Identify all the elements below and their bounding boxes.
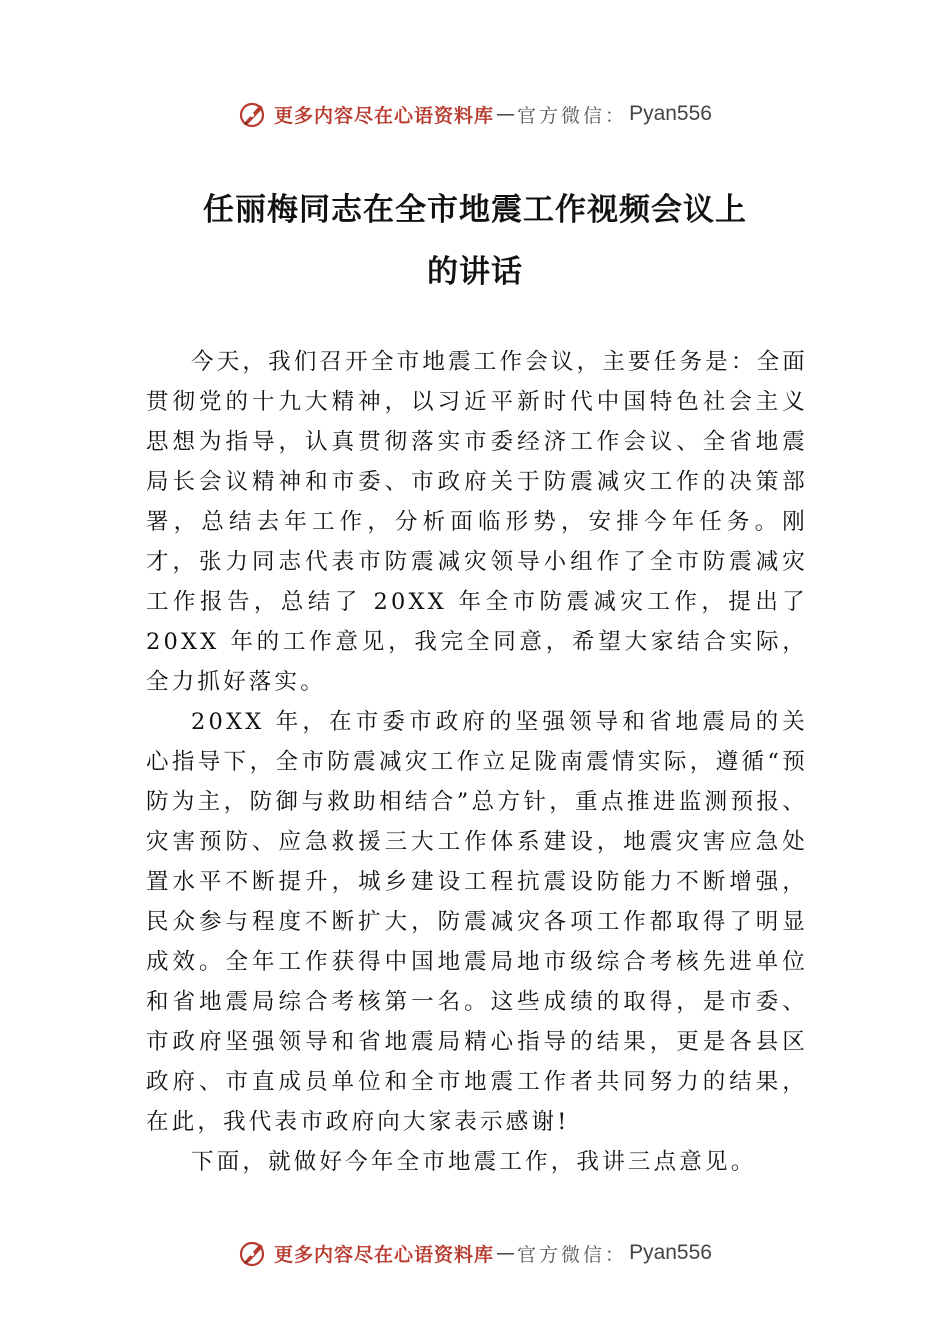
body-paragraph-1: 今天，我们召开全市地震工作会议，主要任务是：全面贯彻党的十九大精神，以习近平新时代中国特色社会主义思想为指导，认真贯彻落实市委经济工作会议、全省地震局长会议精神和市委、市政府关于防震减灾工作的决策部署，总结去年工作，分析面临形势，安排今年任务。刚才，张力同志代表市防震减灾领导小组作了全市防震减灾工作报告，总结了 20XX 年全市防震减灾工作，提出了 20XX 年的工作意见，我完全同意，希望大家结合实际，全力抓好落实。 <box>146 349 808 695</box>
watermark-brand-text: 更多内容尽在心语资料库 <box>274 1243 495 1266</box>
watermark-official-text: 官方微信： <box>517 104 628 127</box>
document-body <box>146 342 808 1182</box>
document-title-line-1: 任丽梅同志在全市地震工作视频会议上 <box>203 192 747 228</box>
watermark-banner-bottom <box>0 1233 950 1273</box>
body-paragraph-2: 20XX 年，在市委市政府的坚强领导和省地震局的关心指导下，全市防震减灾工作立足陇南震情实际，遵循“预防为主，防御与救助相结合”总方针，重点推进监测预报、灾害预防、应急救援三大工作体系建设，地震灾害应急处置水平不断提升，城乡建设工程抗震设防能力不断增强，民众参与程度不断扩大，防震减灾各项工作都取得了明显成效。全年工作获得中国地震局地市级综合考核先进单位和省地震局综合考核第一名。这些成绩的取得，是市委、市政府坚强领导和省地震局精心指导的结果，更是各县区政府、市直成员单位和全市地震工作者共同努力的结果，在此，我代表市政府向大家表示感谢! <box>146 709 808 1135</box>
watermark-banner-top <box>0 94 950 134</box>
pen-circle-logo-icon <box>238 99 268 129</box>
watermark-official-text: 官方微信： <box>517 1243 628 1266</box>
body-paragraph-3: 下面，就做好今年全市地震工作，我讲三点意见。 <box>191 1149 757 1175</box>
watermark-dash: — <box>496 103 516 125</box>
pen-circle-logo-icon <box>238 1238 268 1268</box>
watermark-brand-text: 更多内容尽在心语资料库 <box>274 104 495 127</box>
document-title-line-2: 的讲话 <box>427 254 523 290</box>
watermark-wechat-id: Pyan556 <box>629 1241 712 1264</box>
watermark-dash: — <box>496 1242 516 1264</box>
watermark-wechat-id: Pyan556 <box>629 102 712 125</box>
